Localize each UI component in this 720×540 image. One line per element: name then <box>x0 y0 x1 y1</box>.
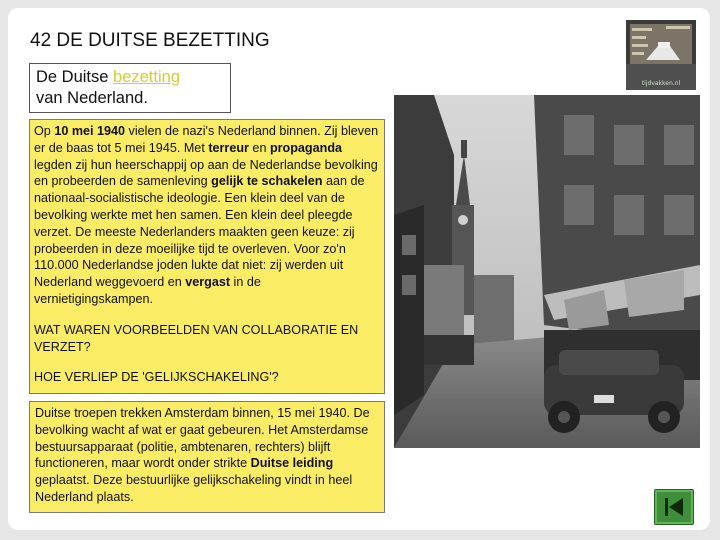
photo-caption-box <box>29 401 385 513</box>
text-run: aan de nationaal-socialistische ideologie. Een klein deel van de bevolking werkte met hen samen. Een klein deel pleegde verzet. De meeste Nederlanders maakten geen keuze: zij probeerden in deze moeilijke tijd te overleven. Voor zo'n 110.000 Nederlandse joden lukte dat niet: zij werden uit Nederland weggevoerd en <box>34 174 365 290</box>
subtitle-line2: van Nederland. <box>36 89 148 107</box>
caption-text <box>35 405 379 506</box>
intro-text-box <box>29 119 385 394</box>
question-1: WAT WAREN VOORBEELDEN VAN COLLABORATIE EN VERZET? <box>34 322 359 354</box>
text-run: vielen de nazi's Nederland binnen. Zij bleven er de baas tot 5 mei 1945. Met <box>34 124 379 155</box>
text-run: in de vernietigingskampen. <box>34 275 261 306</box>
historical-street-photo <box>394 95 700 448</box>
text-run: en <box>248 140 270 155</box>
intro-paragraph <box>34 123 380 308</box>
text-run: legden zij hun heerschappij op aan de Nederlandse bevolking en probeerden de samenleving <box>34 157 378 189</box>
bold-term: Duitse leiding <box>250 456 334 471</box>
text-run: geplaatst. Deze bestuurlijke gelijkschakeling vindt in heel Nederland plaats. <box>35 473 353 504</box>
text-run: Op <box>34 124 55 138</box>
bold-term: propaganda <box>269 140 343 155</box>
text-run: Duitse troepen trekken Amsterdam binnen, 15 mei 1940. De bevolking wacht af wat er gaat gebeuren. Het Amsterdamse bestuursapparaat (politie, ambtenaren, rechters) blijft functioneren, maar wordt onder strikte <box>35 406 370 471</box>
slide-title: 42 DE DUITSE BEZETTING <box>30 30 270 51</box>
bold-term: gelijk te schakelen <box>211 174 323 189</box>
subtitle-prefix: De Duitse <box>36 68 114 86</box>
logo-text: tijdvakken.nl <box>641 80 681 87</box>
subtitle-box <box>29 63 231 113</box>
tijdvakken-logo <box>626 20 696 90</box>
bold-date: 10 mei 1940 <box>54 124 126 138</box>
back-to-start-button[interactable] <box>654 489 694 525</box>
bold-term: vergast <box>185 275 231 290</box>
subtitle-link[interactable]: bezetting <box>113 68 180 86</box>
bold-term: terreur <box>208 140 249 155</box>
question-2: HOE VERLIEP DE 'GELIJKSCHAKELING'? <box>34 370 279 385</box>
skip-to-start-icon <box>655 490 693 524</box>
